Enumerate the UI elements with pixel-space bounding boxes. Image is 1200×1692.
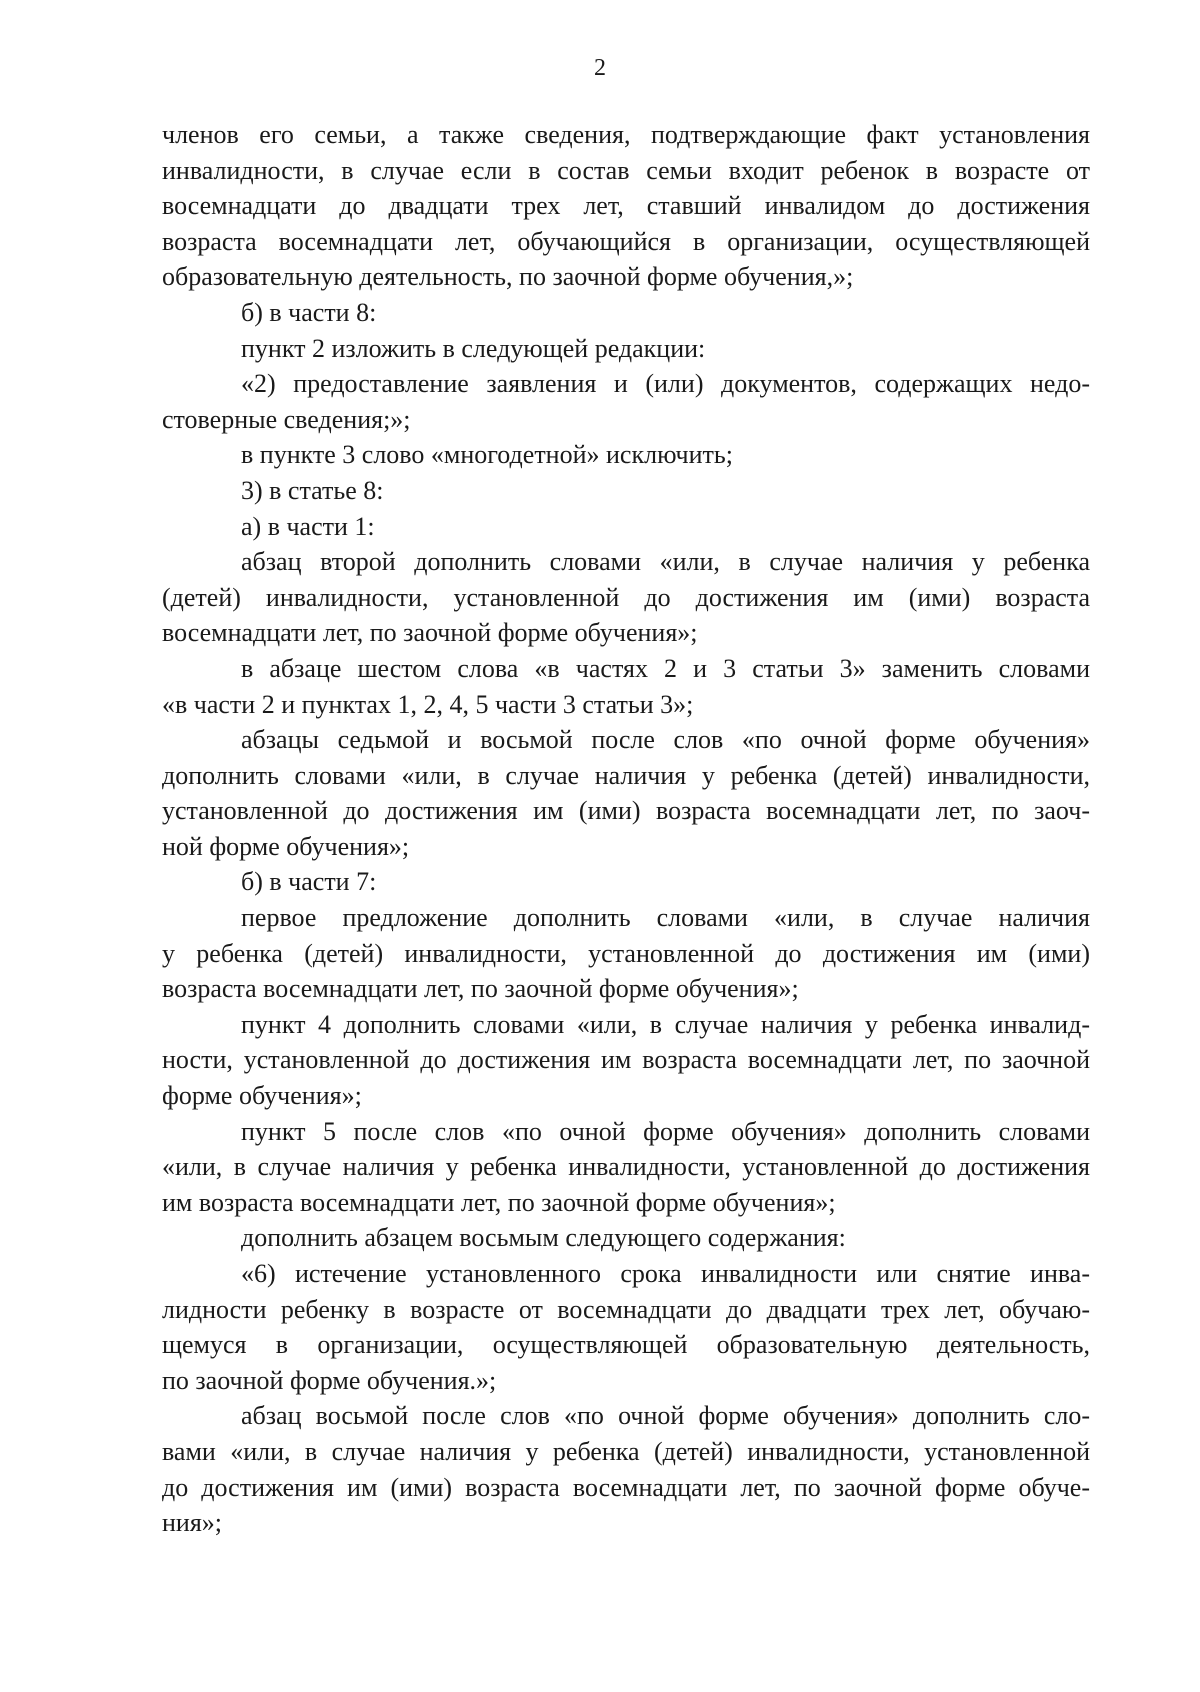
text-line: дополнить абзацем восьмым следующего содержания:	[241, 1223, 846, 1253]
text-line: б) в части 8:	[241, 297, 377, 327]
text-line: в пункте 3 слово «многодетной» исключить;	[241, 440, 733, 470]
text-line: «в части 2 и пунктах 1, 2, 4, 5 части 3 статьи 3»;	[162, 689, 694, 719]
text-line: установленной до достижения им (ими) возраста восемнадцати лет, по заоч-	[162, 796, 1090, 826]
text-line: вами «или, в случае наличия у ребенка (детей) инвалидности, установленной	[162, 1436, 1090, 1466]
text-line: по заочной форме обучения.»;	[162, 1365, 497, 1395]
document-body	[162, 117, 1090, 1541]
text-line: восемнадцати лет, по заочной форме обучения»;	[162, 618, 698, 648]
text-line: возраста восемнадцати лет, обучающийся в организации, осуществляющей	[162, 226, 1090, 256]
text-line: первое предложение дополнить словами «или, в случае наличия	[241, 903, 1090, 933]
text-line: пункт 5 после слов «по очной форме обучения» дополнить словами	[241, 1116, 1090, 1146]
text-line: ности, установленной до достижения им возраста восемнадцати лет, по заочной	[162, 1045, 1090, 1075]
text-line: пункт 4 дополнить словами «или, в случае наличия у ребенка инвалид-	[241, 1009, 1090, 1039]
text-line: им возраста восемнадцати лет, по заочной форме обучения»;	[162, 1187, 836, 1217]
text-line: дополнить словами «или, в случае наличия у ребенка (детей) инвалидности,	[162, 760, 1090, 790]
text-line: щемуся в организации, осуществляющей образовательную деятельность,	[162, 1330, 1090, 1360]
text-line: 3) в статье 8:	[241, 475, 384, 505]
text-line: б) в части 7:	[241, 867, 377, 897]
text-line: абзац восьмой после слов «по очной форме обучения» дополнить сло-	[241, 1401, 1090, 1431]
text-line: «или, в случае наличия у ребенка инвалидности, установленной до достижения	[162, 1152, 1090, 1182]
text-line: инвалидности, в случае если в состав семьи входит ребенок в возрасте от	[162, 155, 1090, 185]
text-line: образовательную деятельность, по заочной форме обучения,»;	[162, 262, 854, 292]
text-line: в абзаце шестом слова «в частях 2 и 3 статьи 3» заменить словами	[241, 653, 1090, 683]
text-line: а) в части 1:	[241, 511, 375, 541]
text-line: «2) предоставление заявления и (или) документов, содержащих недо-	[241, 369, 1090, 399]
text-line: восемнадцати до двадцати трех лет, ставший инвалидом до достижения	[162, 191, 1090, 221]
text-line: абзац второй дополнить словами «или, в случае наличия у ребенка	[241, 547, 1090, 577]
text-line: лидности ребенку в возрасте от восемнадцати до двадцати трех лет, обучаю-	[162, 1294, 1090, 1324]
text-line: ной форме обучения»;	[162, 831, 410, 861]
text-line: ния»;	[162, 1508, 223, 1538]
text-line: возраста восемнадцати лет, по заочной форме обучения»;	[162, 974, 799, 1004]
text-line: (детей) инвалидности, установленной до достижения им (ими) возраста	[162, 582, 1090, 612]
text-line: пункт 2 изложить в следующей редакции:	[241, 333, 706, 363]
text-line: у ребенка (детей) инвалидности, установленной до достижения им (ими)	[162, 938, 1090, 968]
text-line: до достижения им (ими) возраста восемнадцати лет, по заочной форме обуче-	[162, 1472, 1090, 1502]
text-line: форме обучения»;	[162, 1081, 362, 1111]
text-line: «6) истечение установленного срока инвалидности или снятие инва-	[241, 1259, 1090, 1288]
page-number: 2	[594, 55, 606, 81]
text-line: членов его семьи, а также сведения, подтверждающие факт установления	[162, 120, 1090, 149]
text-line: стоверные сведения;»;	[162, 404, 411, 434]
text-line: абзацы седьмой и восьмой после слов «по очной форме обучения»	[241, 725, 1090, 755]
